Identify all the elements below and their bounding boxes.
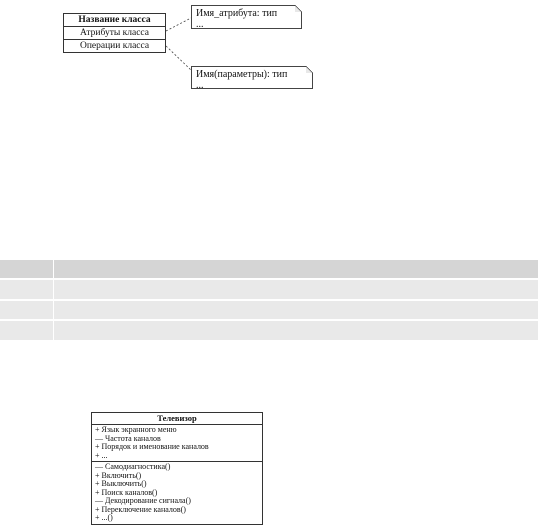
tv-operation: + ...() — [95, 513, 113, 522]
tv-operation: + Переключение каналов() — [95, 504, 186, 514]
attribute-note — [191, 5, 302, 29]
operation-note-connector — [166, 46, 191, 70]
table-header-row — [0, 260, 538, 278]
table-row — [0, 280, 538, 299]
tv-class-box — [91, 412, 263, 525]
tv-operations-section — [92, 461, 262, 524]
tv-attributes-section — [92, 425, 262, 461]
tv-operation: — Самодиагностика() — [95, 462, 171, 471]
class-attributes-label: Атрибуты класса — [64, 26, 165, 39]
tv-attribute: + ... — [95, 450, 108, 460]
tv-operation: + Поиск каналов() — [95, 487, 158, 497]
tv-attribute: — Частота каналов — [95, 433, 161, 443]
tv-attribute: + Язык экранного меню — [95, 425, 177, 434]
table-row — [0, 321, 538, 340]
tv-attribute: + Порядок и именование каналов — [95, 442, 209, 451]
operation-note — [191, 66, 313, 89]
tv-operation: + Включить() — [95, 470, 142, 480]
attribute-note-line1: Имя_атрибута: тип — [196, 8, 278, 19]
table-row — [0, 301, 538, 319]
class-operations-label: Операции класса — [64, 39, 165, 52]
class-name-label: Название класса — [78, 15, 151, 25]
attribute-note-line2: ... — [196, 19, 204, 30]
tv-operation: — Декодирование сигнала() — [95, 496, 191, 505]
operation-note-line2: ... — [196, 80, 204, 91]
attribute-note-connector — [166, 18, 191, 31]
operation-note-line1: Имя(параметры): тип — [196, 69, 288, 80]
tv-class-name: Телевизор — [92, 413, 262, 425]
tv-operation: + Выключить() — [95, 479, 147, 488]
